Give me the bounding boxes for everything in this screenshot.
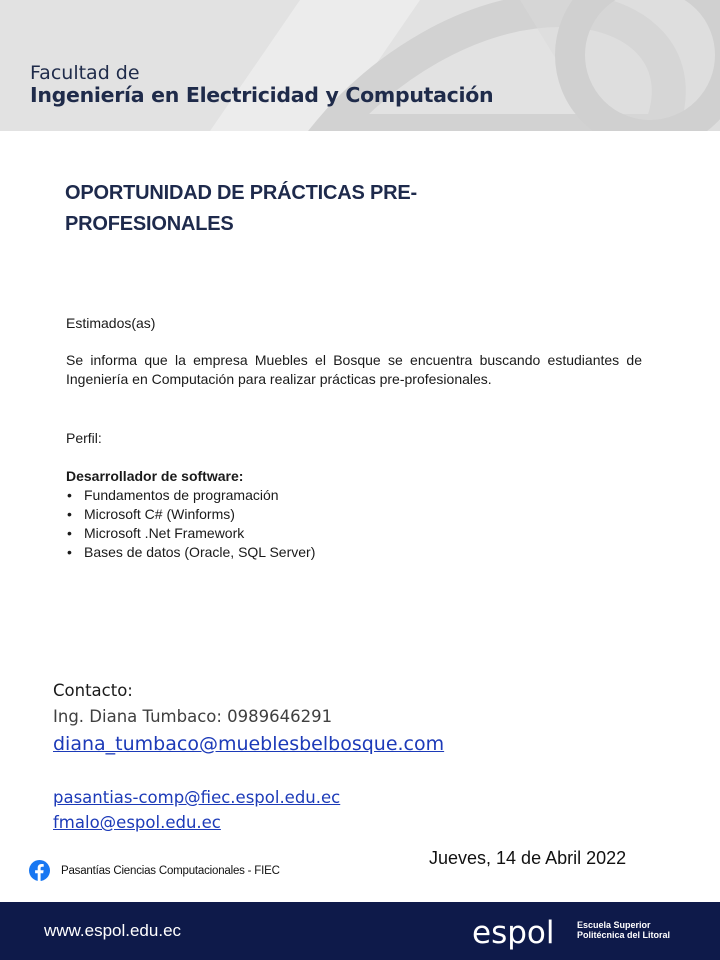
coordinator-email-link[interactable]: fmalo@espol.edu.ec bbox=[53, 813, 221, 832]
list-item: • Microsoft C# (Winforms) bbox=[66, 505, 642, 524]
contact-name-phone: Ing. Diana Tumbaco: 0989646291 bbox=[53, 707, 333, 726]
faculty-name-line1: Facultad de bbox=[30, 62, 140, 84]
contact-label: Contacto: bbox=[53, 681, 133, 700]
page-title: OPORTUNIDAD DE PRÁCTICAS PRE-PROFESIONALES bbox=[65, 182, 417, 235]
list-item: • Fundamentos de programación bbox=[66, 486, 642, 505]
internship-email-link[interactable]: pasantias-comp@fiec.espol.edu.ec bbox=[53, 788, 341, 807]
role-heading: Desarrollador de software: bbox=[66, 468, 244, 484]
website-link[interactable]: www.espol.edu.ec bbox=[44, 921, 182, 940]
skills-list bbox=[66, 486, 642, 562]
list-item: • Microsoft .Net Framework bbox=[66, 524, 642, 543]
facebook-page-link[interactable]: Pasantías Ciencias Computacionales - FIEC bbox=[61, 865, 280, 877]
profile-label: Perfil: bbox=[66, 430, 102, 446]
espol-logo bbox=[472, 909, 572, 951]
contact-email-link[interactable]: diana_tumbaco@mueblesbelbosque.com bbox=[53, 733, 445, 755]
faculty-name-line2: Ingeniería en Electricidad y Computación bbox=[30, 83, 494, 107]
logo-tagline-line1: Escuela Superior bbox=[577, 920, 651, 930]
greeting: Estimados(as) bbox=[66, 315, 156, 331]
facebook-icon[interactable] bbox=[29, 860, 50, 881]
intro-paragraph: Se informa que la empresa Muebles el Bosque se encuentra buscando estudiantes de Ingeniería en Computación para realizar prácticas pre-profesionales. bbox=[66, 352, 642, 387]
footer-bar bbox=[0, 902, 720, 960]
header-banner bbox=[0, 0, 720, 131]
logo-wordmark: espol bbox=[472, 915, 555, 951]
list-item: • Bases de datos (Oracle, SQL Server) bbox=[66, 543, 642, 562]
publication-date: Jueves, 14 de Abril 2022 bbox=[429, 848, 627, 868]
logo-tagline-line2: Politécnica del Litoral bbox=[577, 930, 671, 940]
